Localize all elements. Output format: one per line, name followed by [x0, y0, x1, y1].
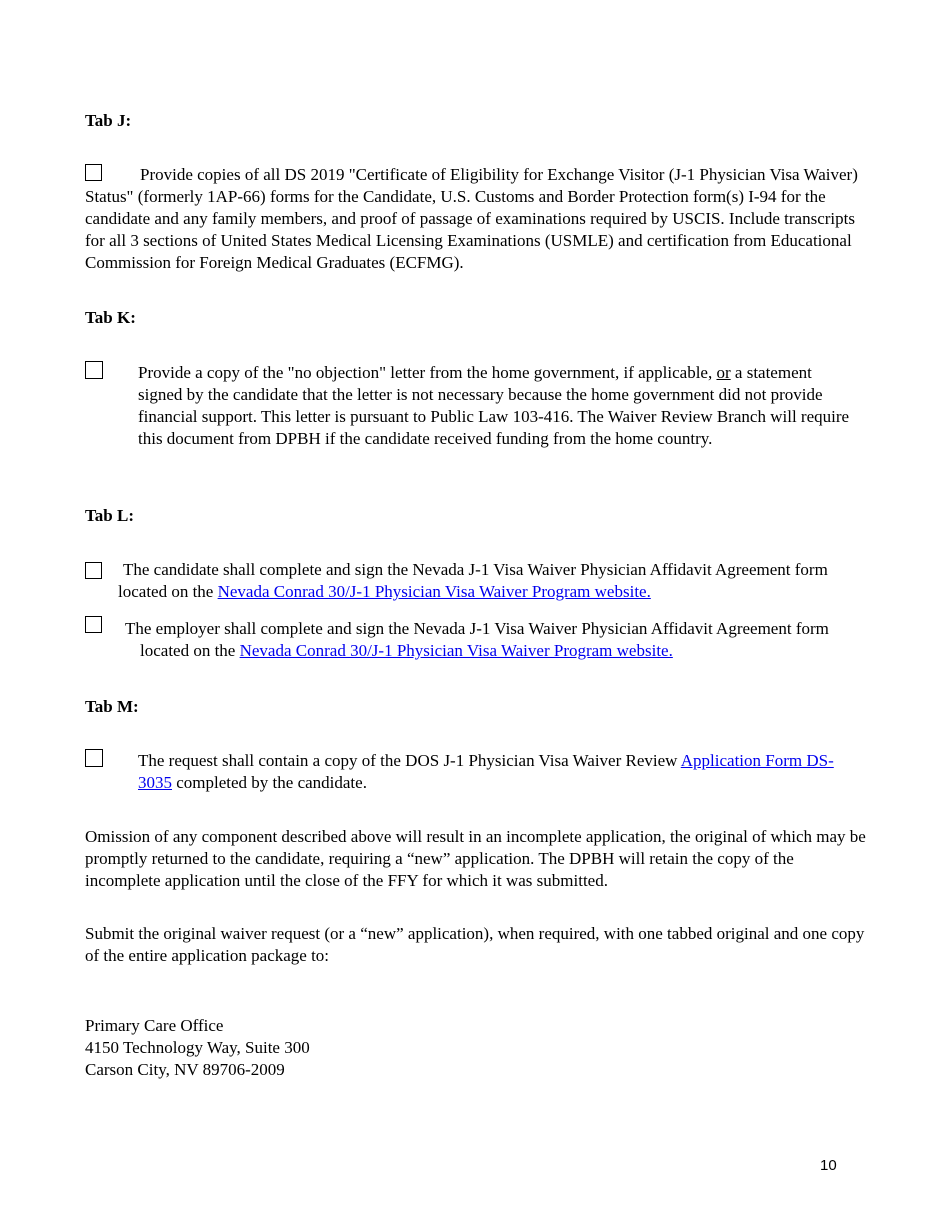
tab-m-text-a: The request shall contain a copy of the DOS J-1 Physician Visa Waiver Review	[138, 751, 681, 770]
omission-paragraph: Omission of any component described above will result in an incomplete application, the original of which may be promptly returned to the candidate, requiring a “new” application. The DPBH will retain the copy of the incomplete application until the close of the FFY for which it was submitted.	[85, 827, 866, 890]
tab-l-item-1	[118, 559, 878, 603]
page-number: 10	[820, 1157, 837, 1174]
conrad-program-website-link-1[interactable]: Nevada Conrad 30/J-1 Physician Visa Waiver Program website.	[217, 582, 651, 601]
tab-k-text	[138, 362, 858, 450]
tab-j-heading: Tab J:	[85, 111, 132, 130]
tab-l-item-2	[125, 618, 880, 662]
tab-j-text: Provide copies of all DS 2019 "Certificate of Eligibility for Exchange Visitor (J-1 Physician Visa Waiver) Status" (formerly 1AP-66) forms for the Candidate, U.S. Customs and Border Protection form(s) I-94 for the candidate and any family members, and proof of passage of examinations required by USCIS. Include transcripts for all 3 sections of United States Medical Licensing Examinations (USMLE) and certification from Educational Commission for Foreign Medical Graduates (ECFMG).	[85, 165, 858, 272]
tab-k-text-or: or	[716, 363, 731, 382]
tab-l-heading: Tab L:	[85, 506, 134, 525]
tab-k-text-a: Provide a copy of the "no objection" letter from the home government, if applicable,	[138, 363, 717, 382]
tab-k-checkbox[interactable]	[85, 361, 103, 379]
tab-m-checkbox[interactable]	[85, 749, 103, 767]
tab-m-heading: Tab M:	[85, 697, 139, 716]
tab-l-item-1-text: The candidate shall complete and sign the Nevada J-1 Visa Waiver Physician Affidavit Agreement form located on the	[118, 560, 828, 601]
application-form-ds-3035-link[interactable]: Application Form DS-3035	[138, 751, 834, 792]
tab-m-text	[138, 750, 838, 794]
tab-k-heading: Tab K:	[85, 308, 136, 327]
tab-m-text-b: completed by the candidate.	[172, 773, 367, 792]
address-line-2: 4150 Technology Way, Suite 300	[85, 1038, 310, 1057]
tab-l-checkbox-2[interactable]	[85, 616, 102, 633]
conrad-program-website-link-2[interactable]: Nevada Conrad 30/J-1 Physician Visa Waiver Program website.	[239, 641, 673, 660]
mailing-address	[85, 1015, 485, 1081]
tab-k-text-b: a statement signed by the candidate that the letter is not necessary because the home government did not provide financial support. This letter is pursuant to Public Law 103-416. The Waiver Review Branch will require this document from DPBH if the candidate received funding from the home country.	[138, 363, 850, 448]
tab-l-checkbox-1[interactable]	[85, 562, 102, 579]
address-line-1: Primary Care Office	[85, 1016, 224, 1035]
tab-l-item-2-text: The employer shall complete and sign the Nevada J-1 Visa Waiver Physician Affidavit Agreement form located on the	[125, 619, 829, 660]
submit-paragraph: Submit the original waiver request (or a “new” application), when required, with one tabbed original and one copy of the entire application package to:	[85, 924, 865, 965]
address-line-3: Carson City, NV 89706-2009	[85, 1060, 285, 1079]
